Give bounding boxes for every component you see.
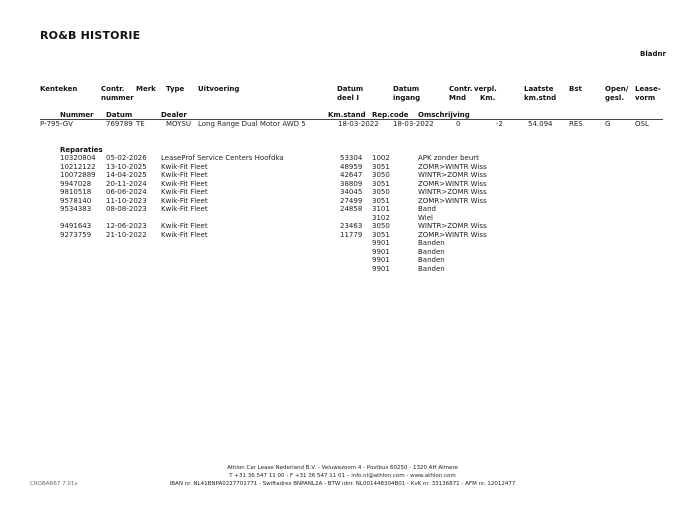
report-title: RO&B HISTORIE [40,29,141,42]
vehicle-datum-deel1: 18-03-2022 [338,120,379,128]
repair-nummer: 9947028 [60,179,92,188]
header-datum-ingang: Datum [393,85,420,93]
repair-km: 24858 [340,205,363,213]
repair-nummer: 9810518 [60,188,92,196]
repair-code: 3050 [372,188,390,196]
repair-omschrijving: WINTR>ZOMR Wiss [418,222,487,230]
vehicle-laatste-km: 54.094 [528,120,553,128]
repair-omschrijving: Wiel [418,213,433,222]
page-number-label: Bladnr [640,50,666,58]
repair-dealer: Kwik-Fit Fleet [161,179,208,188]
repair-datum: 21-10-2022 [106,230,147,239]
repair-omschrijving: ZOMR>WINTR Wiss [418,230,487,239]
header-ingang-sub: ingang [393,94,421,102]
repair-dealer: Kwik-Fit Fleet [161,171,208,179]
repair-dealer: Kwik-Fit Fleet [161,205,208,213]
header-deel-sub: deel I [337,94,359,102]
repair-omschrijving: APK zonder beurt [418,154,479,162]
repair-omschrijving: Banden [418,247,445,256]
header-kmstand: Km.stand [328,111,366,119]
repair-omschrijving: Banden [418,256,445,264]
header-mnd: Mnd [449,94,466,102]
header-km: Km. [480,94,496,102]
repair-dealer: Kwik-Fit Fleet [161,222,208,230]
repair-omschrijving: ZOMR>WINTR Wiss [418,162,487,171]
footer-address: Athlon Car Lease Nederland B.V. - Veluwezoom 4 - Postbus 60250 - 1320 AH Almere [227,465,458,471]
repair-datum: 12-06-2023 [106,222,147,230]
header-lease: Lease- [635,85,661,93]
repair-nummer: 9273759 [60,230,92,239]
vehicle-uitvoering: Long Range Dual Motor AWD 5 [198,120,306,128]
repair-row [0,265,685,274]
repair-km: 34045 [340,188,363,196]
header-datum-deel: Datum [337,85,364,93]
repair-code: 3051 [372,179,390,188]
repair-km: 27499 [340,196,363,205]
header-dealer: Dealer [161,111,187,119]
repair-datum: 13-10-2025 [106,162,147,171]
repair-nummer: 10212122 [60,162,96,171]
repair-nummer: 10320804 [60,154,96,162]
header-contr: Contr. [101,85,125,93]
repair-datum: 20-11-2024 [106,179,147,188]
header-omschrijving: Omschrijving [418,111,470,119]
header-verpl: verpl. [474,85,497,93]
repair-omschrijving: ZOMR>WINTR Wiss [418,196,487,205]
vehicle-contr-mnd: 0 [456,120,461,128]
repair-code: 9901 [372,264,390,273]
header-gesl: gesl. [605,94,624,102]
form-code: CROBAR67 7.01v [30,481,78,487]
repair-km: 23463 [340,222,363,230]
repair-datum: 08-08-2023 [106,205,147,213]
header-type: Type [166,85,185,93]
header-nummer-sub: nummer [101,94,134,102]
repair-omschrijving: Banden [418,239,445,247]
repair-nummer: 9578140 [60,196,92,205]
header-uitvoering: Uitvoering [198,85,240,93]
repair-code: 9901 [372,256,390,264]
repair-code: 3050 [372,222,390,230]
vehicle-kenteken: P-795-GV [40,120,73,128]
header-bst: Bst [569,85,582,93]
repair-datum: 14-04-2025 [106,171,147,179]
repair-omschrijving: Banden [418,264,445,273]
repair-code: 9901 [372,239,390,247]
repair-nummer: 9491643 [60,222,92,230]
repair-datum: 06-06-2024 [106,188,147,196]
repair-nummer: 9534383 [60,205,92,213]
vehicle-verpl-km: -2 [496,120,503,128]
repair-code: 3051 [372,230,390,239]
repair-dealer: Kwik-Fit Fleet [161,230,208,239]
header-repcode: Rep.code [372,111,409,119]
repairs-section-title: Reparaties [60,146,103,154]
header-vorm: vorm [635,94,656,102]
repair-km: 53304 [340,154,363,162]
repair-code: 3101 [372,205,390,213]
repair-code: 3051 [372,196,390,205]
header-kenteken: Kenteken [40,85,78,93]
repair-nummer: 10072889 [60,171,96,179]
header-open: Open/ [605,85,629,93]
vehicle-bst: RES [569,120,583,128]
vehicle-datum-ingang: 18-03-2022 [393,120,434,128]
header-rep-nummer: Nummer [60,111,94,119]
repair-omschrijving: Band [418,205,436,213]
repair-km: 11779 [340,230,363,239]
repair-dealer: Kwik-Fit Fleet [161,162,208,171]
vehicle-merk: TE [136,120,145,128]
header-merk: Merk [136,85,156,93]
repair-omschrijving: WINTR>ZOMR Wiss [418,188,487,196]
vehicle-lease-vorm: OSL [635,120,649,128]
header-kmstnd: km.stnd [524,94,557,102]
repair-datum: 11-10-2023 [106,196,147,205]
repair-code: 3050 [372,171,390,179]
repair-code: 3051 [372,162,390,171]
repair-code: 9901 [372,247,390,256]
vehicle-contr-nummer: 769789 [106,120,133,128]
repair-km: 38809 [340,179,363,188]
repair-km: 48959 [340,162,363,171]
footer-bank-details: IBAN nr. NL41BNPA0227701771 - Swiftadres BNPANL2A - BTW idnr. NL001448304B01 - KvK nr. 33136871 - AFM nr. 12012477 [169,481,516,487]
vehicle-open-gesl: G [605,120,611,128]
header-rep-datum: Datum [106,111,133,119]
header-laatste: Laatste [524,85,554,93]
repair-dealer: Kwik-Fit Fleet [161,196,208,205]
repair-dealer: LeaseProf Service Centers Hoofdka [161,154,284,162]
repair-omschrijving: WINTR>ZOMR Wiss [418,171,487,179]
repair-km: 42647 [340,171,363,179]
footer-contact: T +31 36 547 11 00 - F +31 36 547 11 01 – info.nl@athlon.com - www.athlon.com [229,473,456,479]
header-contr-mnd: Contr. [449,85,473,93]
repair-code: 3102 [372,213,390,222]
repair-code: 1002 [372,154,390,162]
repair-datum: 05-02-2026 [106,154,147,162]
repair-omschrijving: ZOMR>WINTR Wiss [418,179,487,188]
vehicle-type: MOYSU [166,120,192,128]
repair-dealer: Kwik-Fit Fleet [161,188,208,196]
